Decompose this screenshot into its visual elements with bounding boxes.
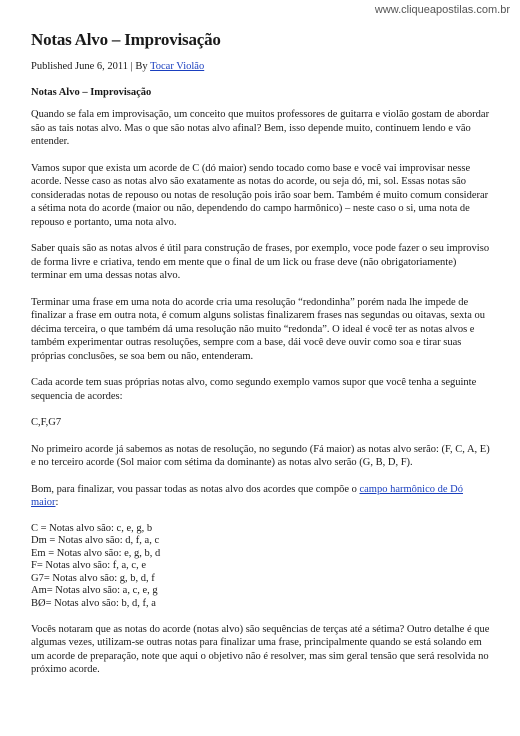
paragraph-phrases: Saber quais são as notas alvos é útil para construção de frases, por exemplo, voce pode fazer o seu improviso de forma livre e criativa, tendo em mente que o final de um lick ou frase deve (não obrigatoriamente) terminar em uma dessas notas alvo. — [31, 243, 490, 281]
paragraph-example-c: Vamos supor que exista um acorde de C (dó maior) sendo tocado como base e você vai improvisar nesse acorde. Nesse caso as notas alvo são exatamente as notas do acorde, ou seja dó, mi, sol. Essas notas são consideradas notas de repouso ou notas de resolução pois irão soar bem. Também é muito comum considerar a sétima nota do acorde (maior ou não, dependendo do campo harmônico) – neste caso o si, uma nota de repouso e portanto, uma nota alvo. — [31, 162, 489, 228]
article — [31, 30, 493, 690]
chord-notes-item: Dm = Notas alvo são: d, f, a, c — [31, 535, 160, 547]
chord-notes-item: C = Notas alvo são: c, e, g, b — [31, 522, 153, 534]
chord-notes-item: Em = Notas alvo são: e, g, b, d — [31, 547, 161, 559]
paragraph-sequence-intro: Cada acorde tem suas próprias notas alvo, como segundo exemplo vamos supor que você tenha a seguinte sequencia de acordes: — [31, 377, 477, 402]
final-intro-text: Bom, para finalizar, vou passar todas as notas alvo dos acordes que compõe o — [31, 483, 360, 495]
chord-notes-item: F= Notas alvo são: f, a, c, e — [31, 560, 146, 572]
author-link[interactable]: Tocar Violão — [150, 61, 205, 72]
chord-notes-item: BØ= Notas alvo são: b, d, f, a — [31, 598, 156, 610]
campo-harmonico-link[interactable]: campo harmônico de Dó maior — [31, 483, 463, 508]
published-date: Published June 6, 2011 | By — [31, 61, 151, 72]
chord-notes-item: G7= Notas alvo são: g, b, d, f — [31, 572, 155, 584]
site-url: www.cliqueapostilas.com.br — [374, 4, 510, 16]
page-title: Notas Alvo – Improvisação — [31, 30, 221, 49]
article-subtitle: Notas Alvo – Improvisação — [31, 87, 152, 98]
paragraph-final-intro — [31, 483, 493, 510]
chord-notes-item: Am= Notas alvo são: a, c, e, g — [31, 585, 158, 597]
chord-sequence: C,F,G7 — [31, 417, 62, 428]
paragraph-closing: Vocês notaram que as notas do acorde (notas alvo) são sequências de terças até a sétima? Outro detalhe é que algumas vezes, utilizam-se outras notas para finalizar uma frase, principalmente quando se está solando em um acorde de preparação, note que aqui o objetivo não é resolver, mas sim geral tensão que será resolvida no próximo acorde. — [31, 623, 490, 676]
final-intro-colon: : — [55, 497, 59, 508]
chord-notes-list — [31, 523, 493, 611]
paragraph-sequence-notes: No primeiro acorde já sabemos as notas de resolução, no segundo (Fá maior) as notas alvo serão: (F, C, A, E) e no terceiro acorde (Sol maior com sétima da dominante) as notas alvo serão (G, B, D, F). — [31, 443, 490, 468]
post-meta — [31, 61, 493, 72]
paragraph-resolution: Terminar uma frase em uma nota do acorde cria uma resolução “redondinha” porém nada lhe impede de finalizar a frase em outra nota, é comum alguns solistas finalizarem frases nas segundas ou oitavas, sexta ou décima terceira, o que também dá uma resolução não muito “redonda”. O ideal é você ter as notas alvos e também experimentar outras resoluções, sempre com a base, dái você deve ouvir como soa e tirar suas próprias conclusões, se soa bem ou não, entenderam. — [31, 296, 485, 362]
paragraph-intro: Quando se fala em improvisação, um conceito que muitos professores de guitarra e violão gostam de abordar são as tais notas alvo. Mas o que são notas alvo afinal? Bem, isso depende muito, continuem lendo e vão entender. — [31, 109, 490, 147]
